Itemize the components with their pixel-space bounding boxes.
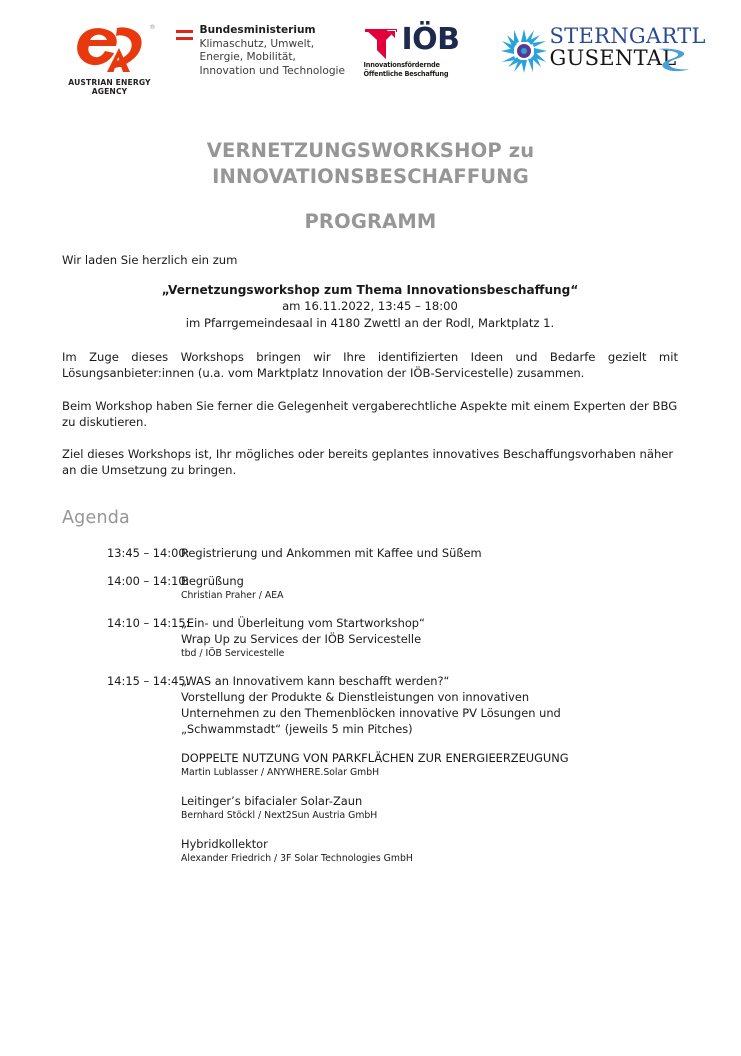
aea-logo-text: AUSTRIAN ENERGY AGENCY (68, 78, 151, 96)
registered-trademark-icon: ® (149, 24, 156, 31)
swoosh-icon (656, 46, 692, 72)
page-title-line-1: VERNETZUNGSWORKSHOP zu (206, 139, 535, 162)
logo-bar (0, 22, 741, 104)
agenda-line: „Ein- und Überleitung vom Startworkshop“ (181, 616, 425, 630)
pitch-title: Hybridkollektor (181, 837, 268, 851)
agenda-time: 14:15 – 14:45: (107, 674, 190, 688)
agenda-description (181, 673, 682, 866)
austrian-flag-icon (176, 30, 193, 41)
agenda-line: Vorstellung der Produkte & Dienstleistungen von innovativen (181, 690, 530, 704)
ioeb-subtitle (364, 60, 484, 79)
agenda-speaker: tbd / IÖB Servicestelle (181, 648, 285, 659)
bmk-line-1: Bundesministerium (199, 24, 316, 36)
event-datetime: am 16.11.2022, 13:45 – 18:00 (282, 299, 458, 314)
sterngartl-line-1: STERNGARTL (549, 24, 706, 48)
cornflower-star-icon (500, 28, 548, 74)
bmk-line-3: Energie, Mobilität, (199, 51, 296, 64)
agenda-line: Registrierung und Ankommen mit Kaffee und Süßem (181, 546, 482, 560)
ioeb-wordmark: IÖB (401, 22, 460, 57)
agenda-description (181, 615, 682, 661)
agenda-row (62, 673, 682, 866)
page-title (0, 138, 741, 189)
agenda-speaker: Christian Praher / AEA (181, 590, 284, 601)
agenda-row (62, 573, 682, 603)
pitch-speaker: Martin Lublasser / ANYWHERE.Solar GmbH (181, 767, 380, 778)
spacer (181, 823, 682, 836)
ioeb-subtitle-line-2: Öffentliche Beschaffung (363, 69, 449, 79)
agenda-time: 13:45 – 14:00: (107, 546, 190, 560)
agenda-description (181, 545, 682, 561)
agenda-row (62, 615, 682, 661)
page-title-line-2: INNOVATIONSBESCHAFFUNG (212, 164, 529, 188)
event-location: im Pfarrgemeindesaal in 4180 Zwettl an der Rodl, Marktplatz 1. (185, 315, 555, 330)
logo-sterngartl-gusental (498, 22, 706, 102)
agenda-heading: Agenda (62, 508, 130, 528)
agenda-line: Unternehmen zu den Themenblöcken innovative PV Lösungen und (181, 706, 561, 720)
logo-bundesministerium (174, 22, 354, 100)
paragraph-2: Beim Workshop haben Sie ferner die Gelegenheit vergaberechtliche Aspekte mit einem Experten der BBG zu diskutieren. (62, 398, 678, 429)
logo-austrian-energy-agency (54, 22, 166, 98)
agenda-description (181, 573, 682, 603)
agenda-row (62, 545, 682, 561)
sterngartl-line-2: GUSENTAL (549, 46, 677, 70)
spacer (181, 780, 682, 793)
agenda-time: 14:10 – 14:15: (107, 616, 190, 630)
intro-lead: Wir laden Sie herzlich ein zum (62, 253, 238, 267)
ioeb-subtitle-line-1: Innovationsfördernde (363, 60, 440, 69)
agenda-time: 14:00 – 14:10: (107, 574, 190, 588)
bmk-line-4: Innovation und Technologie (199, 64, 346, 77)
paragraph-1: Im Zuge dieses Workshops bringen wir Ihre identifizierten Ideen und Bedarfe gezielt mit Lösungsanbieter:innen (u.a. vom Marktplatz Innovation der IÖB-Servicestelle) zusammen. (62, 350, 678, 381)
pitch-title: Leitinger’s bifacialer Solar-Zaun (181, 794, 363, 808)
page-subtitle: PROGRAMM (304, 210, 437, 233)
bmk-line-2: Klimaschutz, Umwelt, (199, 37, 315, 50)
agenda-line: Begrüßung (181, 574, 244, 588)
ioeb-arrow-icon (364, 28, 398, 60)
aea-mark-icon (70, 24, 150, 76)
pitch-speaker: Alexander Friedrich / 3F Solar Technologies GmbH (181, 853, 413, 864)
bmk-logo-text (200, 24, 354, 78)
agenda-line: „WAS an Innovativem kann beschafft werden?“ (181, 674, 450, 688)
document-body (62, 252, 678, 494)
event-details (62, 282, 678, 331)
spacer (181, 737, 682, 750)
pitch-title: DOPPELTE NUTZUNG VON PARKFLÄCHEN ZUR ENERGIEERZEUGUNG (181, 751, 569, 765)
logo-ioeb (362, 22, 484, 102)
agenda-line: „Schwammstadt“ (jeweils 5 min Pitches) (181, 722, 413, 736)
agenda-list (62, 545, 682, 878)
event-name: „Vernetzungsworkshop zum Thema Innovationsbeschaffung“ (161, 283, 579, 297)
pitch-speaker: Bernhard Stöckl / Next2Sun Austria GmbH (181, 810, 378, 821)
paragraph-3: Ziel dieses Workshops ist, Ihr mögliches oder bereits geplantes innovatives Beschaffungsvorhaben näher an die Umsetzung zu bringen. (62, 447, 674, 478)
agenda-line: Wrap Up zu Services der IÖB Servicestelle (181, 632, 422, 646)
